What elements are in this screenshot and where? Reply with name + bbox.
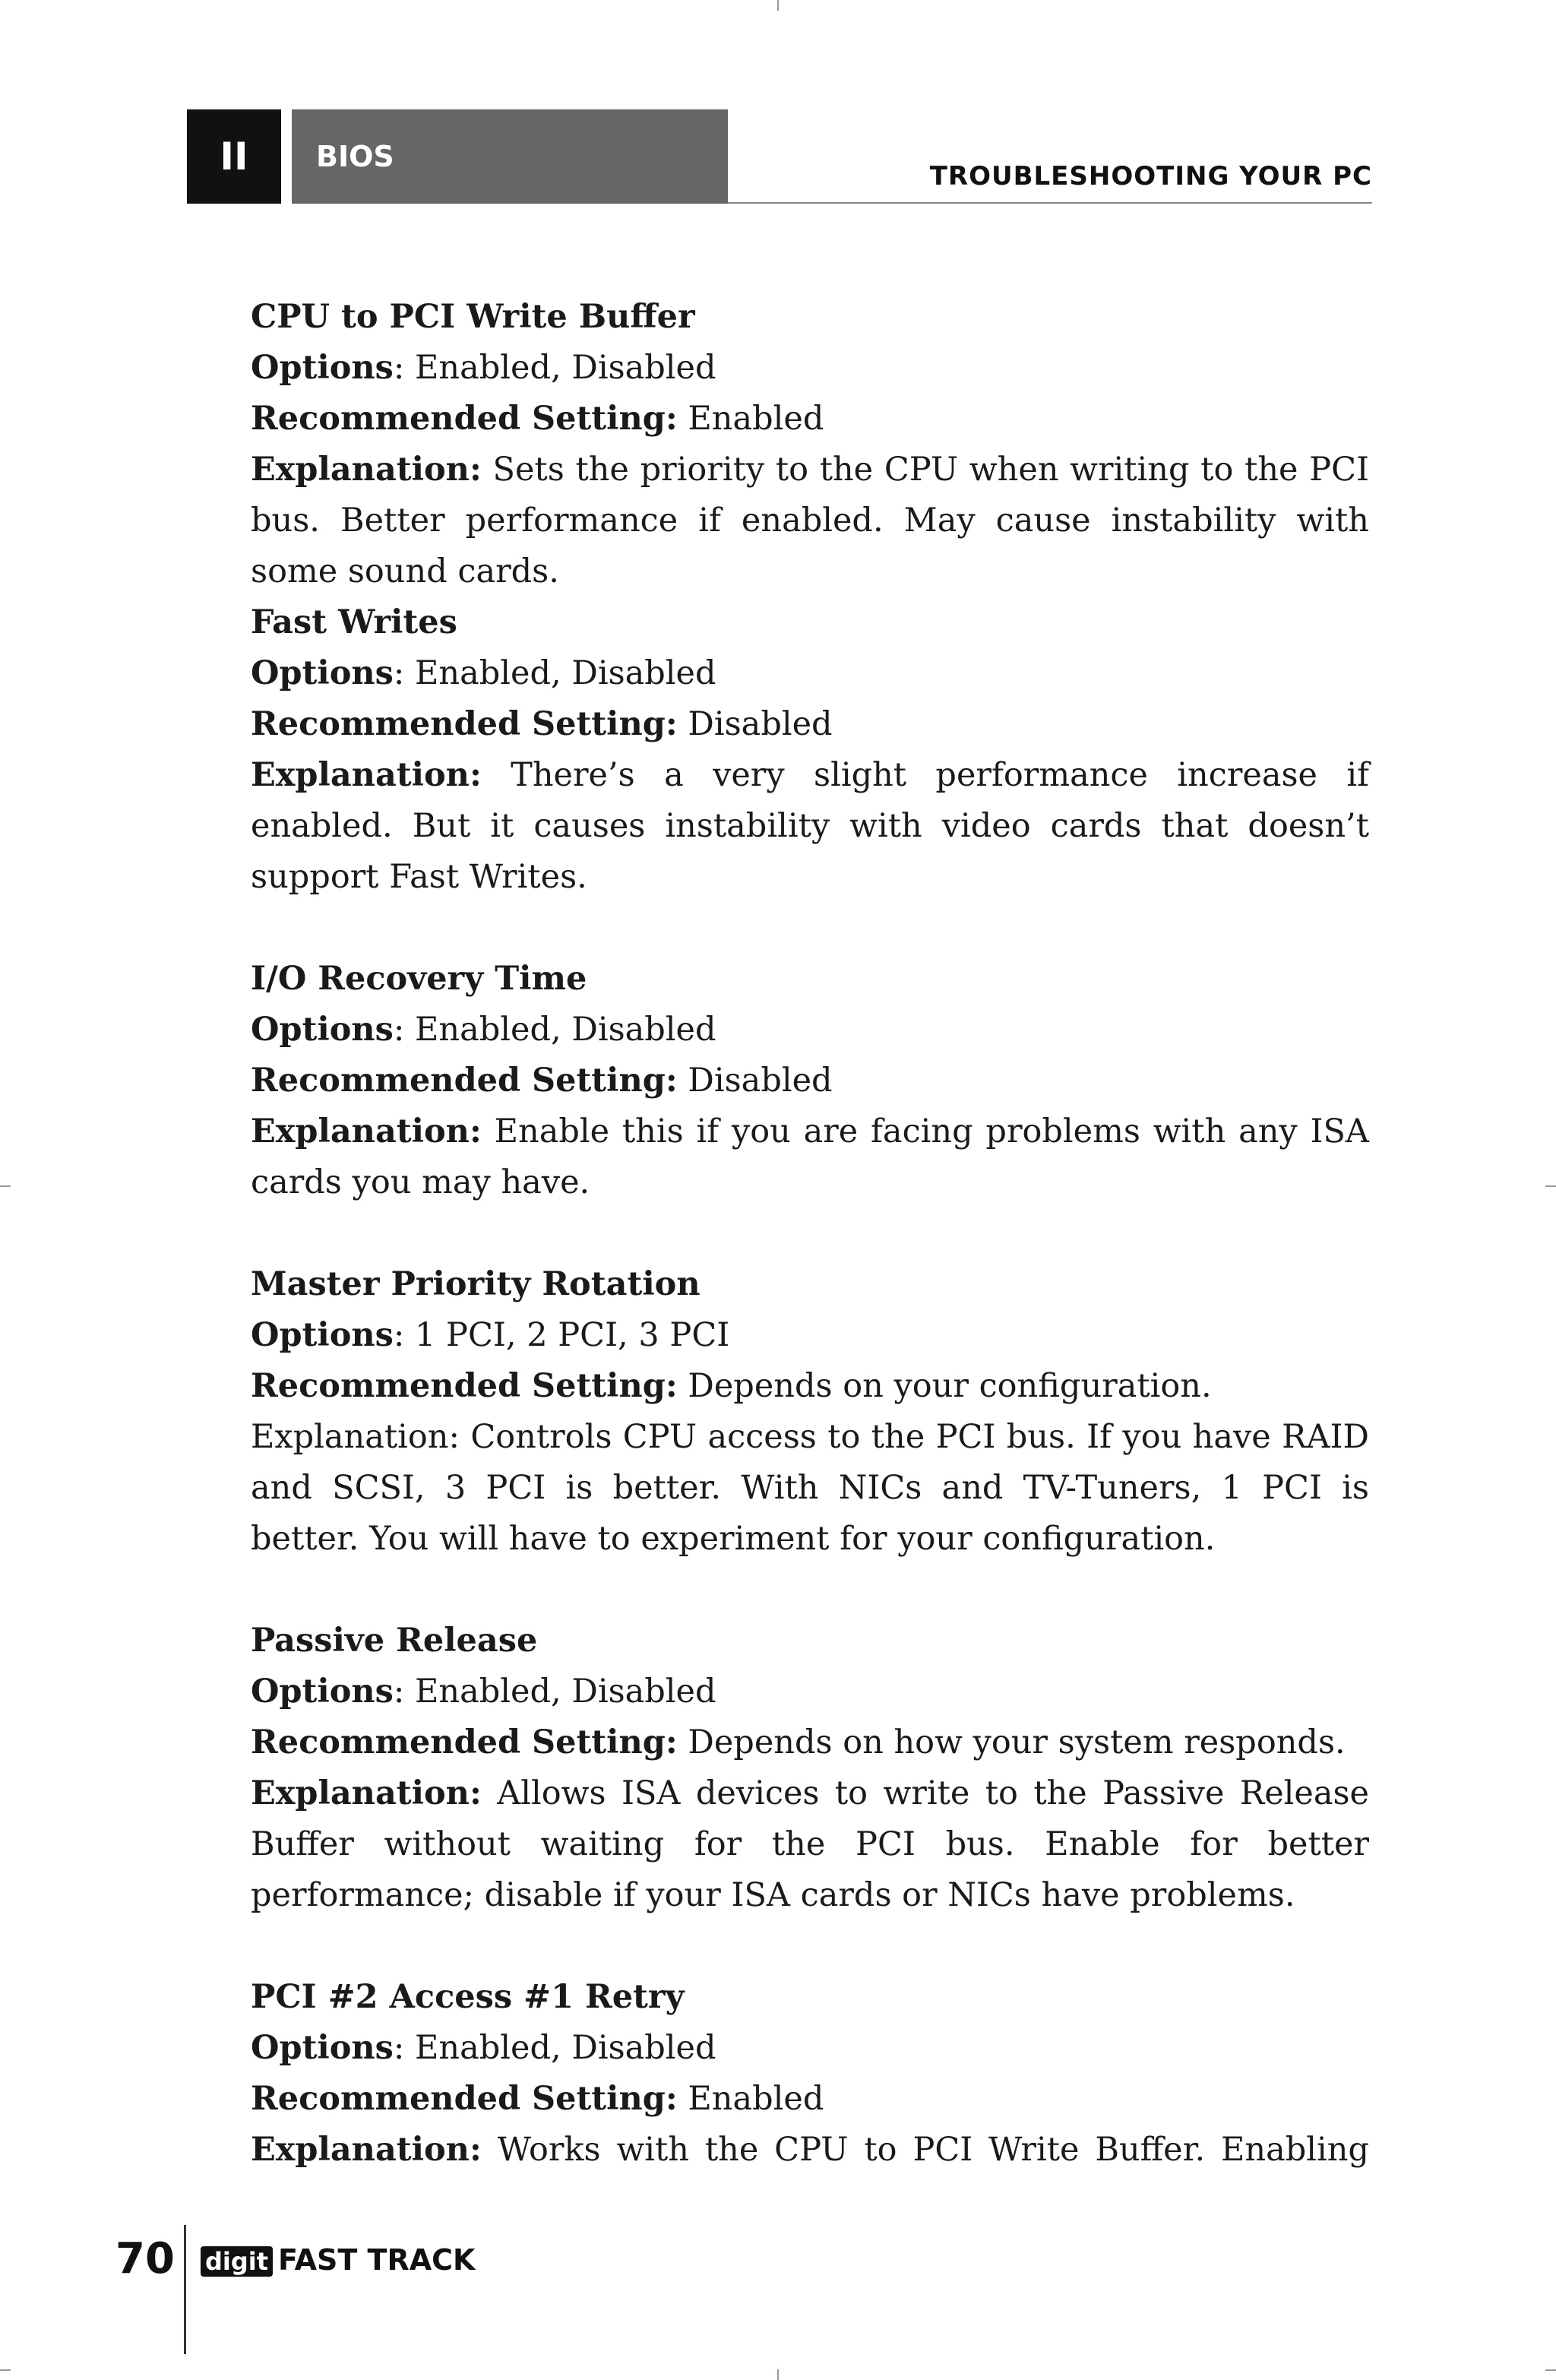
setting-title: Master Priority Rotation	[251, 1265, 701, 1303]
setting-explanation	[251, 2125, 1369, 2176]
crop-mark	[777, 2369, 779, 2380]
recommended-value: Disabled	[677, 705, 833, 743]
crop-mark	[0, 2369, 11, 2371]
setting-options	[251, 1005, 1369, 1055]
options-label: Options	[251, 654, 394, 692]
explanation-text: There’s a very slight performance increase if enabled. But it causes instability with video cards that doesn’t support Fast Writes.	[251, 756, 1369, 896]
options-label: Options	[251, 349, 394, 387]
crop-mark	[1545, 2369, 1556, 2371]
setting-recommended	[251, 1361, 1369, 1412]
options-value: : Enabled, Disabled	[393, 654, 716, 692]
explanation-text: Enable this if you are facing problems with any ISA cards you may have.	[251, 1112, 1369, 1201]
setting-explanation: Explanation: Controls CPU access to the PCI bus. If you have RAID and SCSI, 3 PCI is better. With NICs and TV-Tuners, 1 PCI is better. You will have to experiment for your configuration.	[251, 1418, 1369, 1558]
footer-divider	[184, 2225, 186, 2354]
options-value: : 1 PCI, 2 PCI, 3 PCI	[393, 1316, 730, 1354]
setting-title: Fast Writes	[251, 603, 457, 641]
options-label: Options	[251, 1673, 394, 1711]
options-value: : Enabled, Disabled	[393, 349, 716, 387]
setting-explanation	[251, 1106, 1369, 1208]
explanation-text: Allows ISA devices to write to the Passive Release Buffer without waiting for the PCI bus. Enable for better performance; disable if your ISA cards or NICs have problems.	[251, 1774, 1369, 1914]
setting-recommended	[251, 394, 1369, 445]
crop-mark	[777, 0, 779, 11]
bios-setting-entry	[251, 1616, 1369, 1921]
setting-options	[251, 343, 1369, 394]
recommended-label: Recommended Setting:	[251, 400, 678, 438]
recommended-value: Enabled	[677, 2080, 824, 2118]
digit-logo: digit	[201, 2246, 273, 2277]
setting-title: I/O Recovery Time	[251, 960, 587, 998]
explanation-label: Explanation:	[251, 756, 482, 794]
setting-options	[251, 2023, 1369, 2074]
explanation-label: Explanation:	[251, 451, 482, 489]
recommended-value: Depends on how your system responds.	[677, 1723, 1346, 1761]
page-body	[251, 292, 1369, 2176]
setting-options	[251, 1310, 1369, 1361]
explanation-text: Sets the priority to the CPU when writing to the PCI bus. Better performance if enabled. May cause instability with some sound cards.	[251, 451, 1369, 590]
bios-setting-entry	[251, 954, 1369, 1208]
options-value: : Enabled, Disabled	[393, 1673, 716, 1711]
section-numeral-tab	[187, 109, 281, 204]
setting-explanation	[251, 750, 1369, 903]
bios-setting-entry	[251, 1259, 1369, 1565]
setting-recommended	[251, 1055, 1369, 1106]
recommended-label: Recommended Setting:	[251, 1062, 678, 1100]
setting-title: CPU to PCI Write Buffer	[251, 298, 695, 336]
setting-recommended	[251, 2074, 1369, 2125]
recommended-label: Recommended Setting:	[251, 2080, 678, 2118]
options-label: Options	[251, 2029, 394, 2067]
setting-explanation	[251, 445, 1369, 597]
explanation-label: Explanation:	[251, 1112, 482, 1150]
bios-setting-entry	[251, 292, 1369, 597]
setting-recommended	[251, 699, 1369, 750]
recommended-label: Recommended Setting:	[251, 1723, 678, 1761]
recommended-value: Enabled	[677, 400, 824, 438]
setting-title: Passive Release	[251, 1622, 538, 1660]
explanation-label: Explanation:	[251, 1774, 482, 1812]
options-label: Options	[251, 1316, 394, 1354]
setting-options	[251, 648, 1369, 699]
section-label: BIOS	[316, 140, 394, 173]
recommended-value: Depends on your configuration.	[677, 1367, 1212, 1405]
setting-recommended	[251, 1717, 1369, 1768]
section-numeral: II	[220, 135, 248, 179]
header-divider	[728, 202, 1372, 204]
recommended-label: Recommended Setting:	[251, 705, 678, 743]
options-label: Options	[251, 1011, 394, 1049]
setting-options	[251, 1666, 1369, 1717]
footer-brand: FAST TRACK	[278, 2243, 476, 2277]
crop-mark	[0, 1185, 11, 1187]
options-value: : Enabled, Disabled	[393, 2029, 716, 2067]
bios-setting-entry	[251, 597, 1369, 903]
explanation-label: Explanation:	[251, 2131, 482, 2169]
section-label-tab	[292, 109, 728, 204]
crop-mark	[1545, 1185, 1556, 1187]
setting-explanation	[251, 1768, 1369, 1921]
recommended-value: Disabled	[677, 1062, 833, 1100]
options-value: : Enabled, Disabled	[393, 1011, 716, 1049]
page-number: 70	[115, 2234, 175, 2283]
bios-setting-entry	[251, 1972, 1369, 2176]
explanation-text: Works with the CPU to PCI Write Buffer. Enabling	[481, 2131, 1369, 2169]
running-title: TROUBLESHOOTING YOUR PC	[929, 161, 1372, 191]
recommended-label: Recommended Setting:	[251, 1367, 678, 1405]
setting-title: PCI #2 Access #1 Retry	[251, 1978, 685, 2016]
